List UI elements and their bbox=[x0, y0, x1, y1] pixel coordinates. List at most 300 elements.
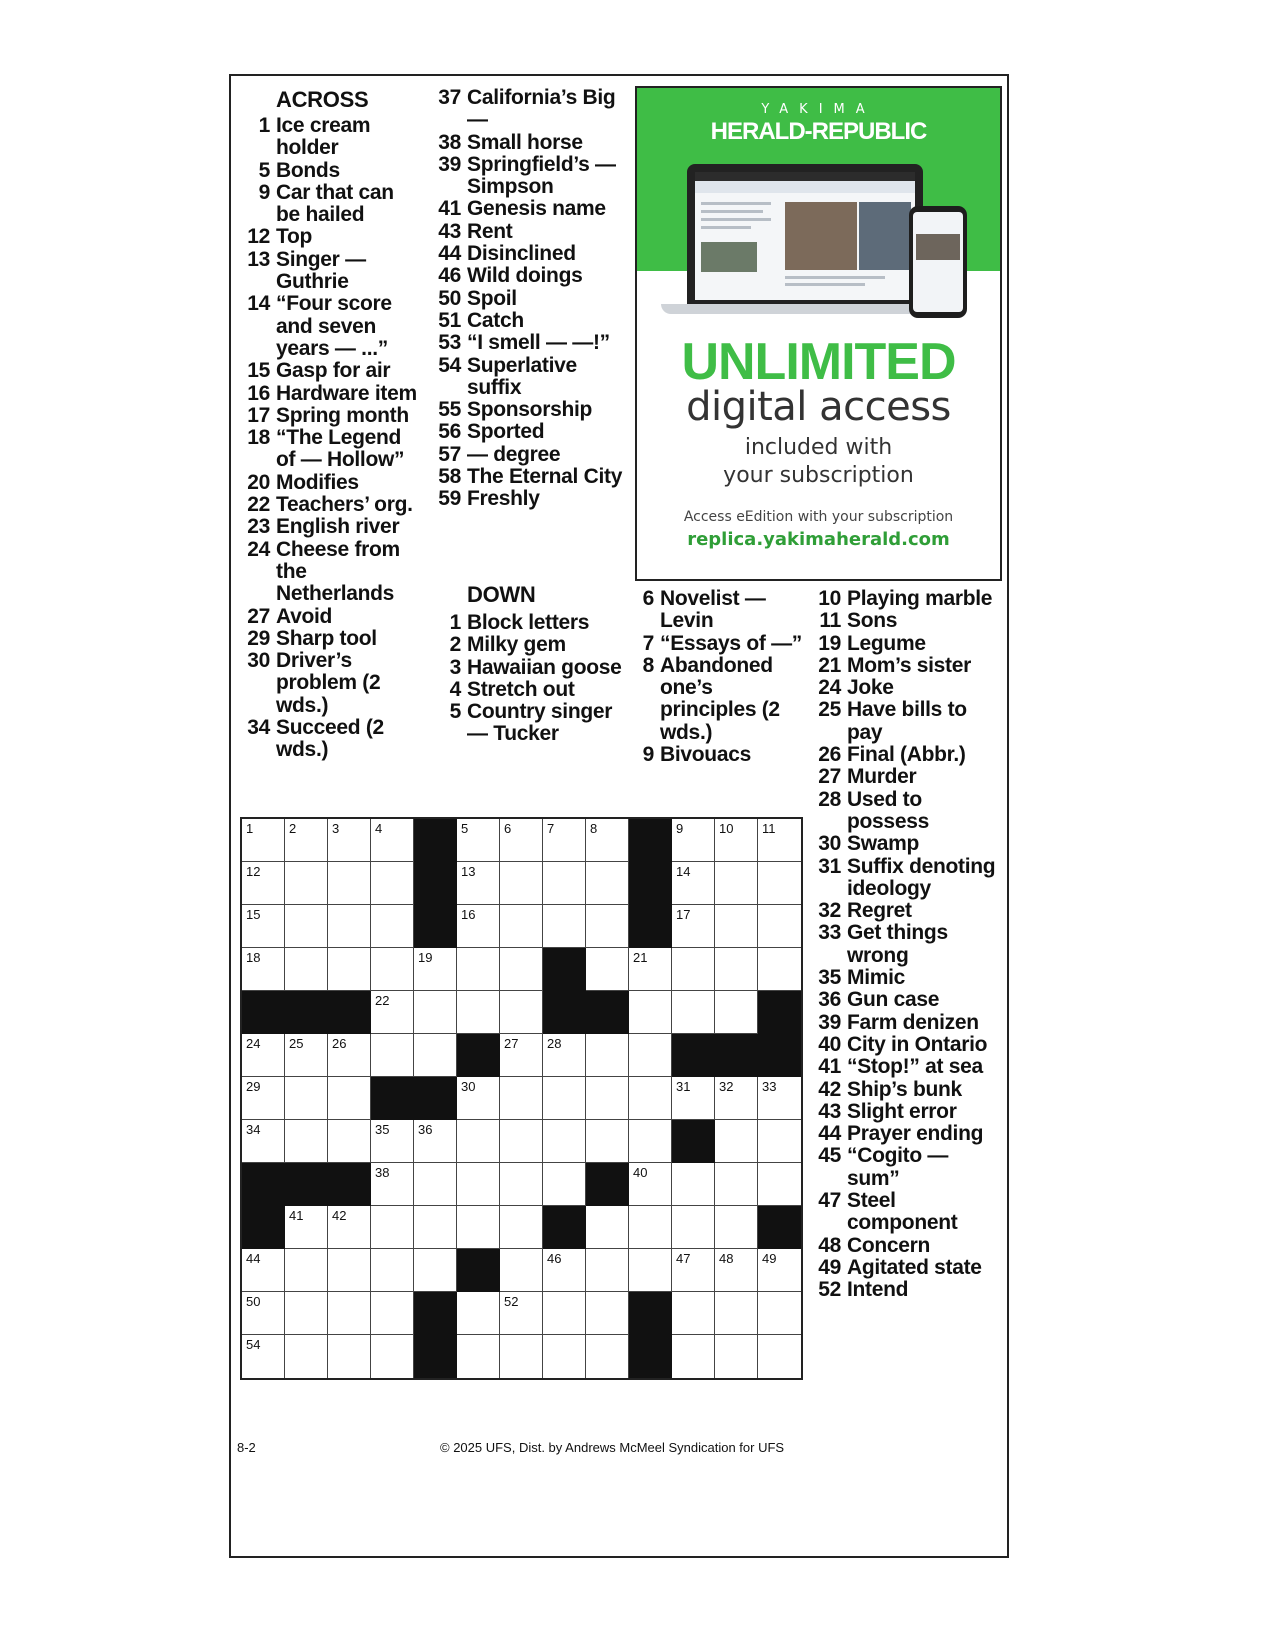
grid-cell[interactable] bbox=[371, 1120, 414, 1163]
grid-cell[interactable] bbox=[500, 905, 543, 948]
clue-text: Spoil bbox=[467, 286, 517, 310]
clue-text: Murder bbox=[847, 765, 917, 789]
clue bbox=[242, 383, 420, 405]
clue-number: 24 bbox=[818, 676, 841, 700]
grid-cell[interactable] bbox=[371, 1163, 414, 1206]
grid-cell[interactable] bbox=[371, 905, 414, 948]
clue bbox=[813, 967, 1003, 989]
cell-number: 27 bbox=[504, 1036, 519, 1051]
clue-text: Gun case bbox=[847, 988, 940, 1012]
cell-number: 50 bbox=[246, 1294, 261, 1309]
clue-number: 41 bbox=[818, 1055, 841, 1079]
grid-cell[interactable] bbox=[672, 1249, 715, 1292]
grid-cell[interactable] bbox=[543, 819, 586, 862]
clue-text: Swamp bbox=[847, 832, 920, 856]
grid-cell[interactable] bbox=[328, 1335, 371, 1378]
grid-cell[interactable] bbox=[758, 819, 801, 862]
clue-text: Catch bbox=[467, 308, 524, 332]
grid-cell[interactable] bbox=[586, 948, 629, 991]
grid-cell[interactable] bbox=[285, 862, 328, 905]
grid-cell[interactable] bbox=[586, 905, 629, 948]
grid-cell[interactable] bbox=[371, 1034, 414, 1077]
grid-cell[interactable] bbox=[715, 862, 758, 905]
grid-cell[interactable] bbox=[500, 1249, 543, 1292]
clue bbox=[813, 922, 1003, 967]
black-square bbox=[629, 1292, 672, 1335]
black-square bbox=[715, 1034, 758, 1077]
clue-number: 17 bbox=[247, 403, 270, 427]
ad-included-text bbox=[637, 434, 1000, 490]
black-square bbox=[414, 819, 457, 862]
grid-cell[interactable] bbox=[586, 1335, 629, 1378]
clue-number: 33 bbox=[818, 921, 841, 945]
grid-cell[interactable] bbox=[328, 905, 371, 948]
grid-cell[interactable] bbox=[543, 1292, 586, 1335]
cell-number: 31 bbox=[676, 1079, 691, 1094]
grid-cell[interactable] bbox=[328, 1034, 371, 1077]
clue-number: 36 bbox=[818, 988, 841, 1012]
grid-cell[interactable] bbox=[629, 1249, 672, 1292]
clue bbox=[433, 701, 623, 746]
clue-text: English river bbox=[276, 515, 400, 539]
grid-cell[interactable] bbox=[758, 905, 801, 948]
grid-cell[interactable] bbox=[586, 862, 629, 905]
grid-cell[interactable] bbox=[586, 1249, 629, 1292]
grid-cell[interactable] bbox=[457, 819, 500, 862]
down-column-1 bbox=[433, 582, 623, 746]
black-square bbox=[629, 905, 672, 948]
grid-cell[interactable] bbox=[758, 1120, 801, 1163]
clue-number: 57 bbox=[438, 442, 461, 466]
clue-number: 38 bbox=[438, 130, 461, 154]
clue-number: 29 bbox=[247, 626, 270, 650]
grid-cell[interactable] bbox=[242, 862, 285, 905]
grid-cell[interactable] bbox=[371, 819, 414, 862]
grid-cell[interactable] bbox=[328, 862, 371, 905]
black-square bbox=[242, 991, 285, 1034]
grid-cell[interactable] bbox=[586, 1034, 629, 1077]
grid-cell[interactable] bbox=[715, 991, 758, 1034]
cell-number: 34 bbox=[246, 1122, 261, 1137]
clue-number: 46 bbox=[438, 264, 461, 288]
clue-number: 13 bbox=[247, 247, 270, 271]
black-square bbox=[672, 1120, 715, 1163]
clue bbox=[242, 360, 420, 382]
clue-text: Genesis name bbox=[467, 197, 606, 221]
grid-cell[interactable] bbox=[285, 948, 328, 991]
black-square bbox=[543, 991, 586, 1034]
clue-number: 52 bbox=[818, 1278, 841, 1302]
clue-text: Ice cream holder bbox=[276, 114, 371, 160]
clue-text: “Stop!” at sea bbox=[847, 1055, 983, 1079]
subscription-ad[interactable] bbox=[635, 86, 1002, 581]
clue-number: 39 bbox=[438, 152, 461, 176]
grid-cell[interactable] bbox=[371, 862, 414, 905]
clue-number: 4 bbox=[449, 677, 461, 701]
clue-text: Legume bbox=[847, 631, 926, 655]
grid-cell[interactable] bbox=[285, 905, 328, 948]
grid-cell[interactable] bbox=[586, 1077, 629, 1120]
clue bbox=[242, 628, 420, 650]
cell-number: 2 bbox=[289, 821, 297, 836]
grid-cell[interactable] bbox=[371, 1249, 414, 1292]
black-square bbox=[457, 1249, 500, 1292]
clue bbox=[813, 610, 1003, 632]
black-square bbox=[414, 862, 457, 905]
grid-cell[interactable] bbox=[715, 1206, 758, 1249]
clue-number: 18 bbox=[247, 426, 270, 450]
clue-number: 15 bbox=[247, 359, 270, 383]
grid-cell[interactable] bbox=[457, 1120, 500, 1163]
grid-cell[interactable] bbox=[457, 991, 500, 1034]
clue-number: 16 bbox=[247, 381, 270, 405]
grid-cell[interactable] bbox=[242, 905, 285, 948]
clue-number: 7 bbox=[642, 631, 654, 655]
grid-cell[interactable] bbox=[328, 948, 371, 991]
grid-cell[interactable] bbox=[543, 1163, 586, 1206]
grid-cell[interactable] bbox=[328, 819, 371, 862]
clue-number: 55 bbox=[438, 398, 461, 422]
clue-number: 19 bbox=[818, 631, 841, 655]
grid-cell[interactable] bbox=[629, 1034, 672, 1077]
clue-text: Prayer ending bbox=[847, 1122, 984, 1146]
grid-cell[interactable] bbox=[285, 1206, 328, 1249]
grid-cell[interactable] bbox=[758, 862, 801, 905]
grid-cell[interactable] bbox=[328, 1206, 371, 1249]
grid-cell[interactable] bbox=[672, 991, 715, 1034]
clue-text: Rent bbox=[467, 219, 513, 243]
clue-number: 1 bbox=[449, 611, 461, 634]
clue bbox=[242, 606, 420, 628]
clue bbox=[813, 1012, 1003, 1034]
clue-number: 22 bbox=[247, 493, 270, 517]
grid-cell[interactable] bbox=[242, 1335, 285, 1378]
clue-number: 2 bbox=[449, 633, 461, 657]
down-column-2 bbox=[626, 588, 806, 766]
grid-cell[interactable] bbox=[586, 819, 629, 862]
grid-cell[interactable] bbox=[285, 1335, 328, 1378]
grid-cell[interactable] bbox=[457, 862, 500, 905]
grid-cell[interactable] bbox=[629, 1120, 672, 1163]
grid-cell[interactable] bbox=[242, 1034, 285, 1077]
grid-cell[interactable] bbox=[543, 1120, 586, 1163]
clue-number: 48 bbox=[818, 1233, 841, 1257]
grid-cell[interactable] bbox=[371, 1292, 414, 1335]
grid-cell[interactable] bbox=[328, 1292, 371, 1335]
grid-cell[interactable] bbox=[242, 1077, 285, 1120]
grid-cell[interactable] bbox=[500, 948, 543, 991]
clue-text: Suffix denoting ideology bbox=[847, 854, 996, 900]
grid-cell[interactable] bbox=[371, 1206, 414, 1249]
clue-number: 30 bbox=[247, 649, 270, 673]
clue-text: Car that can be hailed bbox=[276, 180, 394, 227]
grid-cell[interactable] bbox=[715, 1292, 758, 1335]
grid-cell[interactable] bbox=[371, 1335, 414, 1378]
clue bbox=[242, 293, 420, 360]
crossword-grid bbox=[240, 817, 803, 1380]
across-heading: ACROSS bbox=[276, 87, 369, 112]
grid-cell[interactable] bbox=[672, 1335, 715, 1378]
clue bbox=[813, 1190, 1003, 1235]
clue-text: “Cogito — sum” bbox=[847, 1144, 949, 1190]
grid-cell[interactable] bbox=[328, 1077, 371, 1120]
clue bbox=[433, 355, 623, 400]
clue bbox=[433, 679, 623, 701]
cell-number: 21 bbox=[633, 950, 648, 965]
grid-cell[interactable] bbox=[672, 862, 715, 905]
black-square bbox=[328, 991, 371, 1034]
grid-cell[interactable] bbox=[414, 948, 457, 991]
clue bbox=[813, 900, 1003, 922]
clue bbox=[813, 633, 1003, 655]
clue bbox=[813, 1101, 1003, 1123]
grid-cell[interactable] bbox=[457, 905, 500, 948]
clue-text: Steel component bbox=[847, 1189, 958, 1235]
black-square bbox=[457, 1034, 500, 1077]
cell-number: 6 bbox=[504, 821, 512, 836]
grid-cell[interactable] bbox=[457, 1335, 500, 1378]
clue bbox=[813, 588, 1003, 610]
clue-number: 51 bbox=[438, 308, 461, 332]
grid-cell[interactable] bbox=[543, 1077, 586, 1120]
grid-cell[interactable] bbox=[629, 991, 672, 1034]
cell-number: 17 bbox=[676, 907, 691, 922]
clue-text: Top bbox=[276, 225, 313, 249]
clue-text: Springfield’s — Simpson bbox=[467, 152, 616, 199]
clue bbox=[242, 472, 420, 494]
grid-cell[interactable] bbox=[543, 1034, 586, 1077]
ad-access-text: Access eEdition with your subscription bbox=[683, 509, 954, 525]
grid-cell[interactable] bbox=[500, 991, 543, 1034]
grid-cell[interactable] bbox=[672, 1292, 715, 1335]
black-square bbox=[672, 1034, 715, 1077]
grid-cell[interactable] bbox=[715, 1335, 758, 1378]
clue bbox=[433, 265, 623, 287]
grid-cell[interactable] bbox=[715, 819, 758, 862]
cell-number: 46 bbox=[547, 1251, 562, 1266]
grid-cell[interactable] bbox=[414, 1249, 457, 1292]
grid-cell[interactable] bbox=[242, 1292, 285, 1335]
grid-cell[interactable] bbox=[242, 1249, 285, 1292]
grid-cell[interactable] bbox=[457, 1292, 500, 1335]
grid-cell[interactable] bbox=[586, 1206, 629, 1249]
clue-text: Block letters bbox=[467, 611, 590, 634]
grid-cell[interactable] bbox=[371, 991, 414, 1034]
cell-number: 19 bbox=[418, 950, 433, 965]
clue bbox=[433, 488, 623, 510]
clue-number: 26 bbox=[818, 743, 841, 767]
grid-cell[interactable] bbox=[672, 948, 715, 991]
grid-cell[interactable] bbox=[500, 1206, 543, 1249]
clue-text: Singer — Guthrie bbox=[276, 247, 366, 294]
grid-cell[interactable] bbox=[543, 905, 586, 948]
cell-number: 9 bbox=[676, 821, 684, 836]
grid-cell[interactable] bbox=[414, 1120, 457, 1163]
grid-cell[interactable] bbox=[758, 1077, 801, 1120]
black-square bbox=[543, 948, 586, 991]
clue-text: Playing marble bbox=[847, 587, 993, 610]
ad-included-line-1: included with bbox=[744, 435, 893, 460]
grid-cell[interactable] bbox=[543, 1335, 586, 1378]
clue-text: Succeed (2 wds.) bbox=[276, 716, 384, 762]
grid-cell[interactable] bbox=[500, 1120, 543, 1163]
black-square bbox=[629, 1335, 672, 1378]
black-square bbox=[543, 1206, 586, 1249]
grid-cell[interactable] bbox=[629, 1163, 672, 1206]
grid-cell[interactable] bbox=[242, 948, 285, 991]
cell-number: 49 bbox=[762, 1251, 777, 1266]
clue-number: 10 bbox=[818, 587, 841, 610]
cell-number: 35 bbox=[375, 1122, 390, 1137]
clue bbox=[433, 399, 623, 421]
clue bbox=[242, 182, 420, 227]
clue-number: 14 bbox=[247, 292, 270, 316]
clue bbox=[433, 132, 623, 154]
clue-number: 24 bbox=[247, 537, 270, 561]
grid-cell[interactable] bbox=[500, 1163, 543, 1206]
grid-cell[interactable] bbox=[543, 1249, 586, 1292]
grid-cell[interactable] bbox=[457, 948, 500, 991]
clue bbox=[813, 1257, 1003, 1279]
grid-cell[interactable] bbox=[457, 1163, 500, 1206]
grid-cell[interactable] bbox=[500, 1335, 543, 1378]
clue bbox=[242, 650, 420, 717]
clue bbox=[813, 833, 1003, 855]
clue bbox=[433, 466, 623, 488]
grid-cell[interactable] bbox=[285, 1034, 328, 1077]
clue-number: 8 bbox=[642, 653, 654, 677]
clue-number: 54 bbox=[438, 353, 461, 377]
clue-text: Have bills to pay bbox=[847, 698, 967, 744]
clue-text: Wild doings bbox=[467, 264, 583, 288]
grid-cell[interactable] bbox=[672, 1206, 715, 1249]
clue-number: 56 bbox=[438, 420, 461, 444]
grid-cell[interactable] bbox=[414, 1034, 457, 1077]
grid-cell[interactable] bbox=[285, 819, 328, 862]
grid-cell[interactable] bbox=[500, 1077, 543, 1120]
grid-cell[interactable] bbox=[242, 819, 285, 862]
cell-number: 11 bbox=[762, 821, 776, 836]
grid-cell[interactable] bbox=[500, 862, 543, 905]
clue-text: Cheese from the Netherlands bbox=[276, 537, 400, 606]
black-square bbox=[285, 1163, 328, 1206]
clue-number: 39 bbox=[818, 1010, 841, 1034]
grid-cell[interactable] bbox=[414, 1163, 457, 1206]
grid-cell[interactable] bbox=[758, 1335, 801, 1378]
grid-cell[interactable] bbox=[672, 1163, 715, 1206]
clue-number: 27 bbox=[247, 604, 270, 628]
clue-text: Bivouacs bbox=[660, 743, 751, 767]
black-square bbox=[242, 1206, 285, 1249]
clue bbox=[813, 1056, 1003, 1078]
black-square bbox=[629, 862, 672, 905]
clue bbox=[433, 612, 623, 634]
grid-cell[interactable] bbox=[500, 819, 543, 862]
grid-cell[interactable] bbox=[715, 905, 758, 948]
grid-cell[interactable] bbox=[758, 1163, 801, 1206]
grid-cell[interactable] bbox=[758, 1292, 801, 1335]
clue bbox=[242, 717, 420, 762]
grid-cell[interactable] bbox=[328, 1249, 371, 1292]
clue-text: Get things wrong bbox=[847, 921, 948, 967]
clue-text: City in Ontario bbox=[847, 1032, 988, 1056]
clue bbox=[433, 198, 623, 220]
clue bbox=[433, 332, 623, 354]
grid-cell[interactable] bbox=[672, 819, 715, 862]
cell-number: 30 bbox=[461, 1079, 476, 1094]
grid-cell[interactable] bbox=[414, 1206, 457, 1249]
grid-cell[interactable] bbox=[758, 1249, 801, 1292]
ad-url-link[interactable]: replica.yakimaherald.com bbox=[687, 529, 950, 550]
grid-cell[interactable] bbox=[457, 1206, 500, 1249]
grid-cell[interactable] bbox=[758, 948, 801, 991]
grid-cell[interactable] bbox=[586, 1292, 629, 1335]
grid-cell[interactable] bbox=[672, 905, 715, 948]
clue bbox=[813, 766, 1003, 788]
black-square bbox=[242, 1163, 285, 1206]
grid-cell[interactable] bbox=[285, 1077, 328, 1120]
grid-cell[interactable] bbox=[629, 1206, 672, 1249]
clue-number: 21 bbox=[818, 653, 841, 677]
grid-cell[interactable] bbox=[285, 1292, 328, 1335]
grid-cell[interactable] bbox=[543, 862, 586, 905]
clue bbox=[242, 494, 420, 516]
grid-cell[interactable] bbox=[586, 1120, 629, 1163]
grid-cell[interactable] bbox=[500, 1292, 543, 1335]
clue-number: 44 bbox=[438, 242, 461, 266]
clue bbox=[813, 856, 1003, 901]
clue bbox=[242, 516, 420, 538]
clue bbox=[626, 744, 806, 766]
clue bbox=[626, 633, 806, 655]
clue bbox=[813, 1034, 1003, 1056]
grid-cell[interactable] bbox=[328, 1120, 371, 1163]
clue-text: Country singer — Tucker bbox=[467, 700, 613, 746]
grid-cell[interactable] bbox=[500, 1034, 543, 1077]
black-square bbox=[586, 991, 629, 1034]
grid-cell[interactable] bbox=[715, 1077, 758, 1120]
clue bbox=[813, 655, 1003, 677]
grid-cell[interactable] bbox=[715, 948, 758, 991]
clue-text: Avoid bbox=[276, 604, 333, 628]
clue-text: Final (Abbr.) bbox=[847, 743, 966, 767]
clue-text: Ship’s bunk bbox=[847, 1077, 962, 1101]
grid-cell[interactable] bbox=[371, 948, 414, 991]
grid-cell[interactable] bbox=[715, 1163, 758, 1206]
clue bbox=[813, 1279, 1003, 1301]
cell-number: 4 bbox=[375, 821, 383, 836]
cell-number: 7 bbox=[547, 821, 555, 836]
grid-cell[interactable] bbox=[629, 1077, 672, 1120]
grid-cell[interactable] bbox=[672, 1077, 715, 1120]
clue-text: Modifies bbox=[276, 470, 359, 494]
grid-cell[interactable] bbox=[457, 1077, 500, 1120]
grid-cell[interactable] bbox=[414, 991, 457, 1034]
cell-number: 41 bbox=[289, 1208, 304, 1223]
clue-number: 25 bbox=[818, 698, 841, 722]
clue-number: 28 bbox=[818, 787, 841, 811]
grid-cell[interactable] bbox=[242, 1120, 285, 1163]
clue-text: Spring month bbox=[276, 403, 409, 427]
grid-cell[interactable] bbox=[285, 1120, 328, 1163]
clue-text: Farm denizen bbox=[847, 1010, 979, 1034]
clue-text: Hardware item bbox=[276, 381, 417, 405]
grid-cell[interactable] bbox=[285, 1249, 328, 1292]
grid-cell[interactable] bbox=[715, 1120, 758, 1163]
black-square bbox=[586, 1163, 629, 1206]
grid-cell[interactable] bbox=[715, 1249, 758, 1292]
grid-cell[interactable] bbox=[629, 948, 672, 991]
